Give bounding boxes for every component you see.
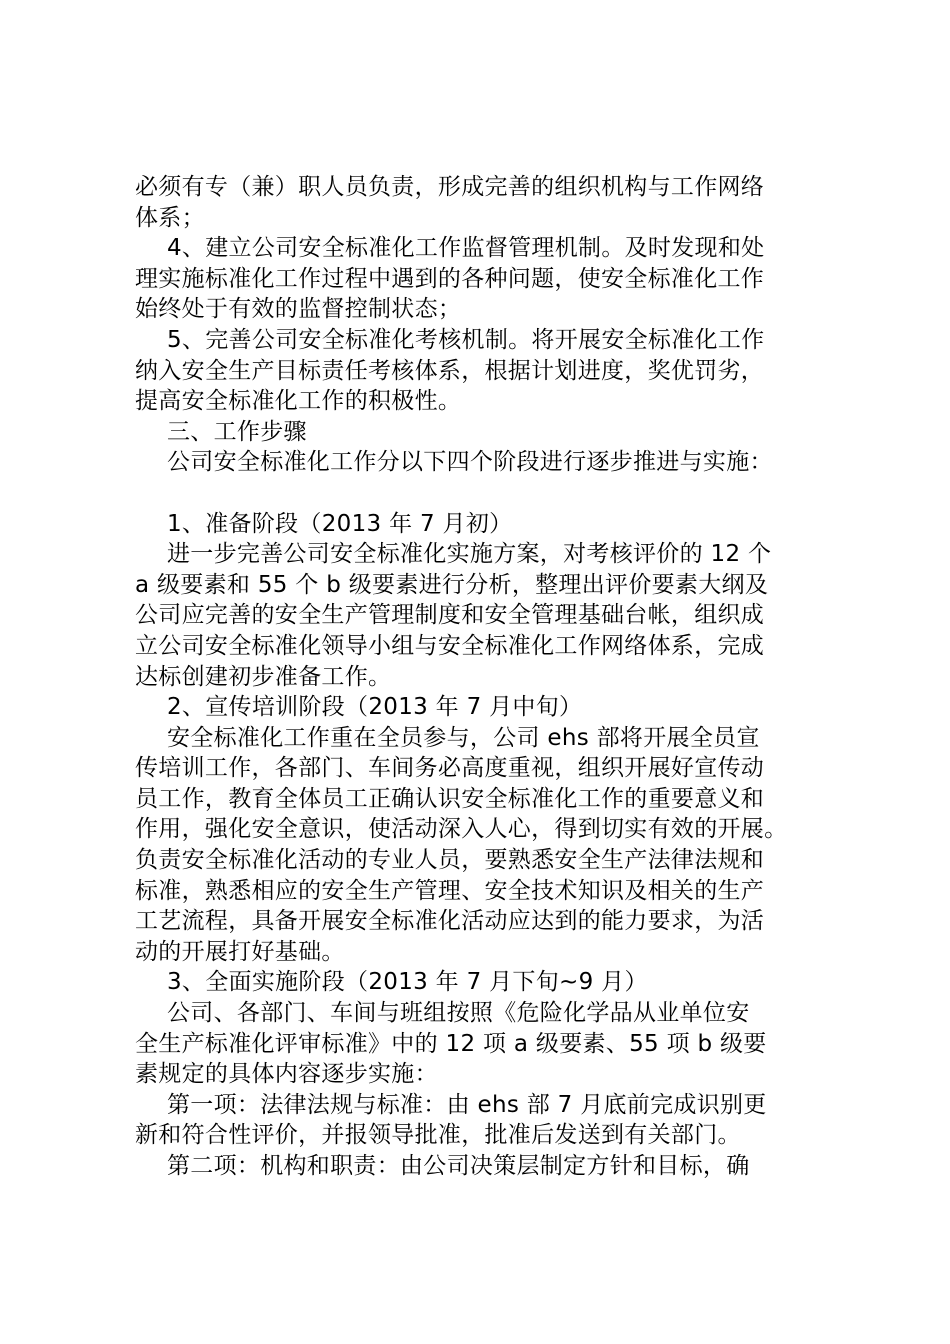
text-line: 作用，强化安全意识，使活动深入人心，得到切实有效的开展。	[135, 816, 788, 843]
text-line: 公司安全标准化工作分以下四个阶段进行逐步推进与实施：	[167, 449, 773, 476]
section-heading: 三、工作步骤	[167, 418, 307, 445]
text-line: 标准，熟悉相应的安全生产管理、安全技术知识及相关的生产	[135, 877, 765, 904]
text-line: 第二项：机构和职责：由公司决策层制定方针和目标，确	[167, 1153, 750, 1179]
text-line: 公司、各部门、车间与班组按照《危险化学品从业单位安	[167, 1000, 750, 1027]
text-line: 全生产标准化评审标准》中的 12 项 a 级要素、55 项 b 级要	[135, 1030, 767, 1057]
text-line: 传培训工作，各部门、车间务必高度重视，组织开展好宣传动	[135, 755, 765, 782]
text-line: 公司应完善的安全生产管理制度和安全管理基础台帐，组织成	[135, 602, 765, 629]
stage-heading: 3、全面实施阶段（2013 年 7 月下旬~9 月）	[167, 969, 648, 996]
text-line: 纳入安全生产目标责任考核体系，根据计划进度，奖优罚劣，	[135, 357, 765, 384]
blank-line	[135, 478, 835, 509]
stage-heading: 2、宣传培训阶段（2013 年 7 月中旬）	[167, 694, 583, 721]
text-line: 必须有专（兼）职人员负责，形成完善的组织机构与工作网络	[135, 174, 765, 200]
text-line: 体系；	[135, 204, 205, 231]
text-line: 提高安全标准化工作的积极性。	[135, 388, 462, 415]
text-line: 新和符合性评价，并报领导批准，批准后发送到有关部门。	[135, 1122, 741, 1149]
text-line: 5、完善公司安全标准化考核机制。将开展安全标准化工作	[167, 326, 765, 353]
document-body	[135, 172, 835, 1182]
text-line: 进一步完善公司安全标准化实施方案，对考核评价的 12 个	[167, 541, 772, 568]
text-line: 负责安全标准化活动的专业人员，要熟悉安全生产法律法规和	[135, 847, 765, 874]
text-line: 立公司安全标准化领导小组与安全标准化工作网络体系，完成	[135, 632, 765, 659]
text-line: 员工作，教育全体员工正确认识安全标准化工作的重要意义和	[135, 785, 765, 812]
text-line: 工艺流程，具备开展安全标准化活动应达到的能力要求，为活	[135, 908, 765, 935]
text-line: 始终处于有效的监督控制状态；	[135, 296, 462, 323]
text-line: 理实施标准化工作过程中遇到的各种问题，使安全标准化工作	[135, 265, 765, 292]
text-line: 素规定的具体内容逐步实施：	[135, 1061, 438, 1088]
text-line: a 级要素和 55 个 b 级要素进行分析，整理出评价要素大纲及	[135, 571, 769, 598]
text-line: 安全标准化工作重在全员参与，公司 ehs 部将开展全员宣	[167, 724, 760, 751]
text-line: 4、建立公司安全标准化工作监督管理机制。及时发现和处	[167, 235, 765, 262]
text-line: 达标创建初步准备工作。	[135, 663, 392, 690]
stage-heading: 1、准备阶段（2013 年 7 月初）	[167, 510, 513, 537]
text-line: 第一项：法律法规与标准：由 ehs 部 7 月底前完成识别更	[167, 1091, 767, 1118]
text-line: 动的开展打好基础。	[135, 938, 345, 965]
